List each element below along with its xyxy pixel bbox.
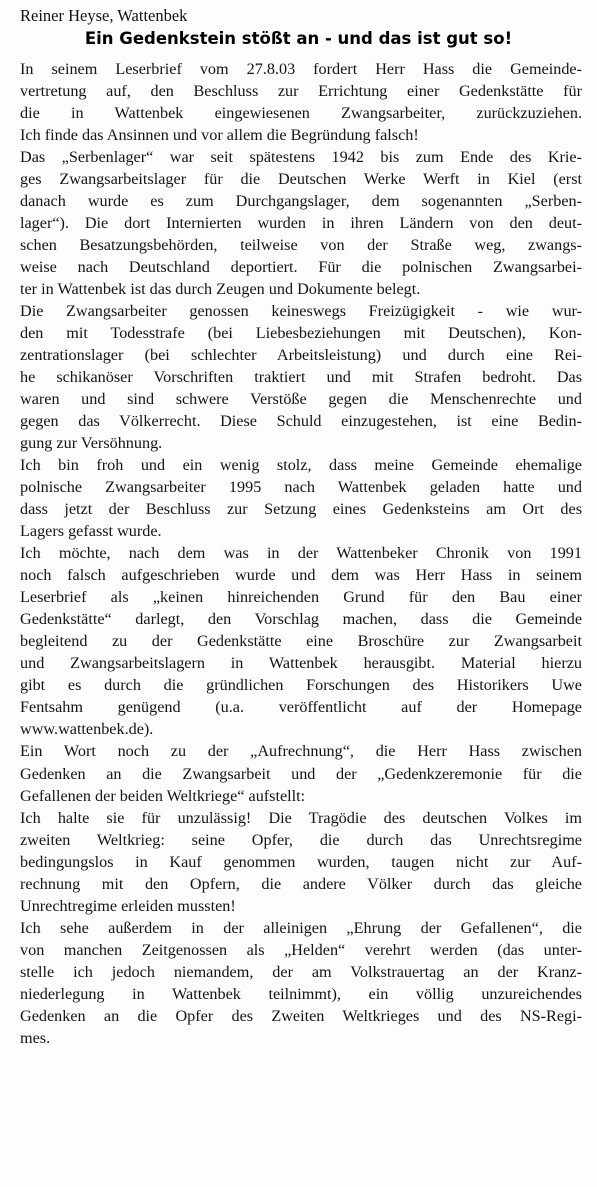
text-line: gibt es durch die gründlichen Forschungen des Historikers Uwe bbox=[20, 676, 582, 695]
letter-headline: Ein Gedenkstein stößt an - und das ist gut so! bbox=[84, 29, 513, 48]
text-line: gung zur Versöhnung. bbox=[20, 434, 163, 453]
text-line: Ich sehe außerdem in der alleinigen „Ehrung der Gefallenen“, die bbox=[20, 918, 582, 937]
text-line: weise nach Deutschland deportiert. Für die polnischen Zwangsarbei- bbox=[20, 258, 582, 277]
paragraph bbox=[20, 740, 582, 806]
text-line: polnische Zwangsarbeiter 1995 nach Wattenbek geladen hatte und bbox=[20, 478, 582, 497]
letter-body bbox=[20, 58, 582, 1049]
text-line: Gedenkstätte“ darlegt, den Vorschlag machen, dass die Gemeinde bbox=[20, 610, 582, 629]
text-line: vertretung auf, den Beschluss zur Errichtung einer Gedenkstätte für bbox=[20, 82, 582, 101]
author-byline: Reiner Heyse, Wattenbek bbox=[20, 6, 188, 25]
text-line: gegen das Völkerrecht. Diese Schuld einzugestehen, ist eine Bedin- bbox=[20, 412, 582, 431]
text-line: Ein Wort noch zu der „Aufrechnung“, die Herr Hass zwischen bbox=[20, 742, 582, 761]
paragraph bbox=[20, 917, 582, 1049]
text-line: waren und sind schwere Verstöße gegen die Menschenrechte und bbox=[20, 390, 582, 409]
text-line: noch falsch aufgeschrieben wurde und dem was Herr Hass in seinem bbox=[20, 566, 582, 585]
text-line: dass jetzt der Beschluss zur Setzung eines Gedenksteins am Ort des bbox=[20, 500, 582, 519]
text-line: Gedenken an die Zwangsarbeit und der „Gedenkzeremonie für die bbox=[20, 764, 582, 783]
text-line: stelle ich jedoch niemandem, der am Volkstrauertag an der Kranz- bbox=[20, 962, 582, 981]
text-line: Unrechtregime erleiden mussten! bbox=[20, 896, 236, 915]
text-line: In seinem Leserbrief vom 27.8.03 fordert Herr Hass die Gemeinde- bbox=[20, 60, 582, 78]
text-line: lager“). Die dort Internierten wurden in ihren Ländern von den deut- bbox=[20, 214, 582, 233]
text-line: Ich möchte, nach dem was in der Wattenbeker Chronik von 1991 bbox=[20, 544, 582, 563]
text-line: Gefallenen der beiden Weltkriege“ aufstellt: bbox=[20, 786, 306, 805]
text-line: Ich bin froh und ein wenig stolz, dass meine Gemeinde ehemalige bbox=[20, 456, 582, 475]
text-line: Ich halte sie für unzulässig! Die Tragödie des deutschen Volkes im bbox=[20, 808, 582, 827]
text-line: Ich finde das Ansinnen und vor allem die Begründung falsch! bbox=[20, 126, 419, 145]
paragraph bbox=[20, 542, 582, 740]
text-line: Die Zwangsarbeiter genossen keineswegs Freizügigkeit - wie wur- bbox=[20, 302, 582, 321]
text-line: niederlegung in Wattenbek teilnimmt), ein völlig unzureichendes bbox=[20, 984, 582, 1003]
text-line: Fentsahm genügend (u.a. veröffentlicht auf der Homepage bbox=[20, 698, 582, 717]
text-line: Lagers gefasst wurde. bbox=[20, 522, 162, 541]
text-line: danach wurde es zum Durchgangslager, dem sogenannten „Serben- bbox=[20, 192, 582, 211]
text-line: ter in Wattenbek ist das durch Zeugen und Dokumente belegt. bbox=[20, 280, 421, 299]
text-line: zentrationslager (bei schlechter Arbeitsleistung) und durch eine Rei- bbox=[20, 346, 582, 365]
paragraph bbox=[20, 58, 582, 146]
text-line: Gedenken an die Opfer des Zweiten Weltkrieges und des NS-Regi- bbox=[20, 1006, 582, 1025]
paragraph bbox=[20, 807, 582, 917]
paragraph bbox=[20, 454, 582, 542]
text-line: bedingungslos in Kauf genommen wurden, taugen nicht zur Auf- bbox=[20, 852, 582, 871]
text-line: mes. bbox=[20, 1028, 51, 1047]
text-line: he schikanöser Vorschriften traktiert und mit Strafen bedroht. Das bbox=[20, 368, 582, 387]
text-line: www.wattenbek.de). bbox=[20, 720, 154, 739]
text-line: den mit Todesstrafe (bei Liebesbeziehungen mit Deutschen), Kon- bbox=[20, 324, 582, 343]
text-line: begleitend zu der Gedenkstätte eine Broschüre zur Zwangsarbeit bbox=[20, 632, 582, 651]
paragraph bbox=[20, 146, 582, 300]
text-line: ges Zwangsarbeitslager für die Deutschen Werke Werft in Kiel (erst bbox=[20, 170, 582, 189]
text-line: schen Besatzungsbehörden, teilweise von der Straße weg, zwangs- bbox=[20, 236, 582, 255]
text-line: zweiten Weltkrieg: seine Opfer, die durch das Unrechtsregime bbox=[20, 830, 582, 849]
text-line: die in Wattenbek eingewiesenen Zwangsarbeiter, zurückzuziehen. bbox=[20, 104, 582, 123]
text-line: Das „Serbenlager“ war seit spätestens 1942 bis zum Ende des Krie- bbox=[20, 148, 582, 167]
paragraph bbox=[20, 300, 582, 454]
text-line: Leserbrief als „keinen hinreichenden Grund für den Bau einer bbox=[20, 588, 582, 607]
text-line: rechnung mit den Opfern, die andere Völker durch das gleiche bbox=[20, 874, 582, 893]
text-line: und Zwangsarbeitslagern in Wattenbek herausgibt. Material hierzu bbox=[20, 654, 582, 673]
text-line: von manchen Zeitgenossen als „Helden“ verehrt werden (das unter- bbox=[20, 940, 582, 959]
